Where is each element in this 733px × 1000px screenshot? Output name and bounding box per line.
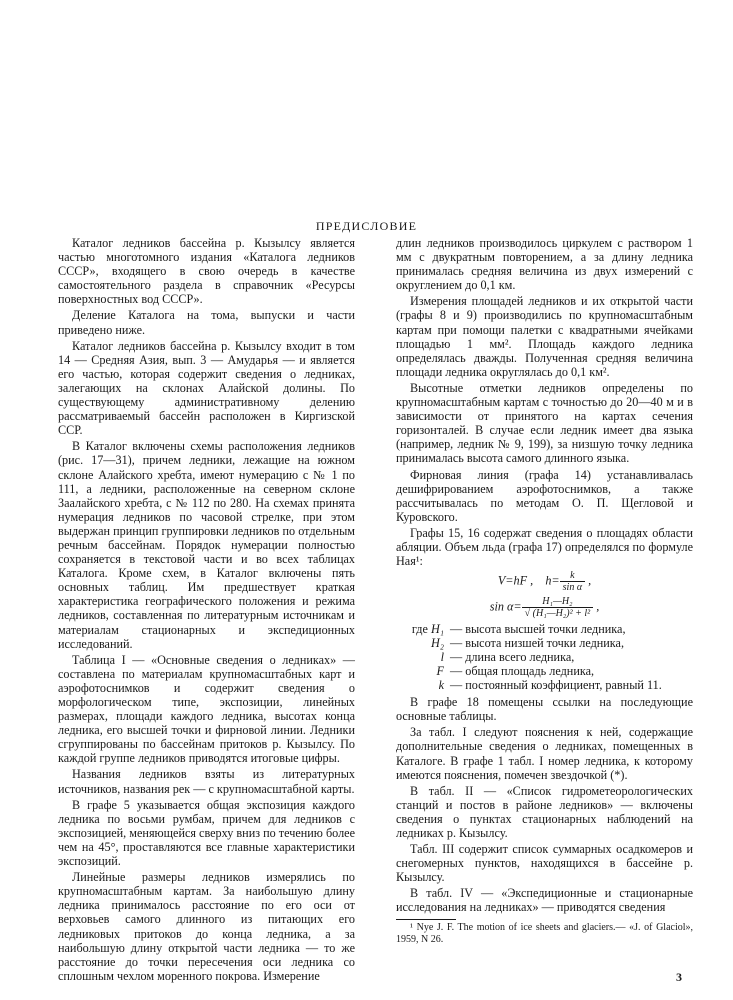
paragraph: В графе 18 помещены ссылки на последующие основные таблицы. — [396, 695, 693, 724]
paragraph: Каталог ледников бассейна р. Кызылсу входит в том 14 — Средняя Азия, вып. 3 — Амударья — и является его частью, которая содержит сведения о ледниках, залегающих на склонах Алайской долины. По существующему административному делению рассматриваемый бассейн расположен в Киргизской ССР. — [58, 338, 355, 438]
paragraph: Табл. III содержит список суммарных осадкомеров и снегомерных пунктов, находящихся в бассейне р. Кызылсу. — [396, 842, 693, 885]
paragraph: В табл. IV — «Экспедиционные и стационарные исследования на ледниках» — приводятся сведения — [396, 886, 693, 915]
footnote-divider — [396, 919, 456, 920]
legend-row — [396, 678, 693, 692]
legend-row — [396, 622, 693, 636]
paragraph: Высотные отметки ледников определены по крупномасштабным картам с точностью до 20—40 м и в зависимости от принятого на картах сечения горизонталей. В случае если ледник имеет два языка (например, ледник № 9, 199), за низшую точку ледника принималась высота самого длинного языка. — [396, 380, 693, 466]
legend-symbol — [396, 622, 450, 636]
left-column — [58, 236, 355, 985]
legend-desc: — общая площадь ледника, — [450, 664, 595, 679]
formula-sin: sin α= — [489, 599, 522, 614]
legend-symbol: l — [440, 650, 444, 665]
page-title: ПРЕДИСЛОВИЕ — [315, 219, 418, 233]
legend-desc: — постоянный коэффициент, равный 11. — [450, 678, 662, 693]
legend-intro: где — [411, 622, 428, 637]
paragraph: В графе 5 указывается общая экспозиция каждого ледника по восьми румбам, причем для ледников с экспозицией, меняющейся сверху вниз по течению более чем на 45°, проставляются все главные характеристики экспозиций. — [58, 797, 355, 869]
paragraph: Каталог ледников бассейна р. Кызылсу является частью многотомного издания «Каталога ледников СССР», входящего в свою очередь в качестве самостоятельного раздела в справочник «Ресурсы поверхностных вод СССР». — [58, 236, 355, 307]
legend-row — [396, 664, 693, 678]
formula-legend — [396, 622, 693, 692]
denominator: √ (H₁—H₂)² + l² — [524, 608, 591, 620]
numerator: k — [560, 570, 585, 582]
formula-comma: , — [596, 599, 600, 614]
paragraph: Названия ледников взяты из литературных источников, названия рек — с крупномасштабной карты. — [58, 767, 355, 796]
paragraph: В табл. II — «Список гидрометеорологических станций и постов в районе ледников» — включены сведения о пунктах стационарных наблюдений на ледниках р. Кызылсу. — [396, 783, 693, 840]
paragraph: Линейные размеры ледников измерялись по крупномасштабным картам. За наибольшую длину ледника принималось расстояние по его оси от верховьев самого длинного из питающих его ледниковых притоков до конца ледника, а за наибольшую длину открытой части ледника — то же расстояние до точки пересечения оси ледника со сплошным чехлом моренного покрова. Измерение — [58, 870, 355, 983]
paragraph: Фирновая линия (графа 14) устанавливалась дешифрированием аэрофотоснимков, а также рассчитывалась по методам О. П. Щегловой и Куровского. — [396, 467, 693, 524]
fraction-height-diff — [522, 596, 593, 619]
formula-comma: , — [588, 573, 592, 588]
legend-symbol: k — [438, 678, 444, 693]
footnote: ¹ Nye J. F. The motion of ice sheets and glaciers.— «J. of Glaciol», 1959, N 26. — [396, 921, 693, 945]
page-number: 3 — [676, 970, 682, 984]
fraction-k-sin — [560, 570, 585, 593]
paragraph: длин ледников производилось циркулем с раствором 1 мм с двукратным повторением, а за длину ледника принималась средняя величина из двух измерений с округлением до 0,1 км. — [396, 236, 693, 293]
legend-symbol-text: H₁ — [430, 622, 444, 637]
legend-symbol: H₂ — [430, 636, 444, 651]
legend-desc: — длина всего ледника, — [450, 650, 575, 665]
legend-desc: — высота низшей точки ледника, — [450, 636, 625, 651]
paragraph: Измерения площадей ледников и их открытой части (графы 8 и 9) производились по крупномасштабным картам при помощи палетки с квадратными ячейками площадью 1 мм². Площадь каждого ледника определялась дважды. Полученная средняя величина площади ледника округлялась до 0,1 км². — [396, 294, 693, 379]
paragraph: Графы 15, 16 содержат сведения о площадях области абляции. Объем льда (графа 17) определялся по формуле Ная¹: — [396, 525, 693, 569]
sine-formula — [396, 596, 693, 619]
paragraph: В Каталог включены схемы расположения ледников (рис. 17—31), причем ледники, лежащие на южном склоне Алайского хребта, имеют нумерацию с № 1 по 111, а ледники, расположенные на северном склоне Заалайского хребта, с № 112 по 280. На схемах принята нумерация ледников по часовой стрелке, при этом выдержан принцип группировки ледников по отдельным речным бассейнам. Порядок нумерации полностью сохраняется в текстовой части и во всех таблицах Каталога. Кроме схем, в Каталог включены пять основных таблиц. Им предшествует краткая характеристика географического положения и режима ледников, составленная по литературным источникам и материалам стационарных и экспедиционных исследований. — [58, 439, 355, 651]
numerator: H₁—H₂ — [522, 596, 593, 608]
paragraph: Деление Каталога на тома, выпуски и части приведено ниже. — [58, 308, 355, 337]
right-column — [396, 236, 693, 946]
legend-desc: — высота высшей точки ледника, — [450, 622, 626, 637]
formula-volume: V=hF , — [497, 573, 534, 588]
volume-formula — [396, 570, 693, 593]
legend-row — [396, 650, 693, 664]
paragraph: За табл. I следуют пояснения к ней, содержащие дополнительные сведения о ледниках, помещенных в Каталоге. В графе 1 табл. I номер ледника, к которому имеются пояснения, помечен звездочкой (*). — [396, 725, 693, 782]
paragraph: Таблица I — «Основные сведения о ледниках» — составлена по материалам крупномасштабных карт и аэрофотоснимков и содержит сведения о морфологическом типе, экспозиции, линейных размерах, площади каждого ледника, высотах конца ледника, его высшей точки и фирновой линии. Ледники сгруппированы по бассейнам притоков р. Кызылсу. По каждой группе ледников приводятся итоговые цифры. — [58, 652, 355, 766]
legend-row — [396, 636, 693, 650]
legend-symbol: F — [436, 664, 444, 679]
denominator: sin α — [562, 582, 583, 594]
formula-h: h= — [545, 573, 560, 588]
